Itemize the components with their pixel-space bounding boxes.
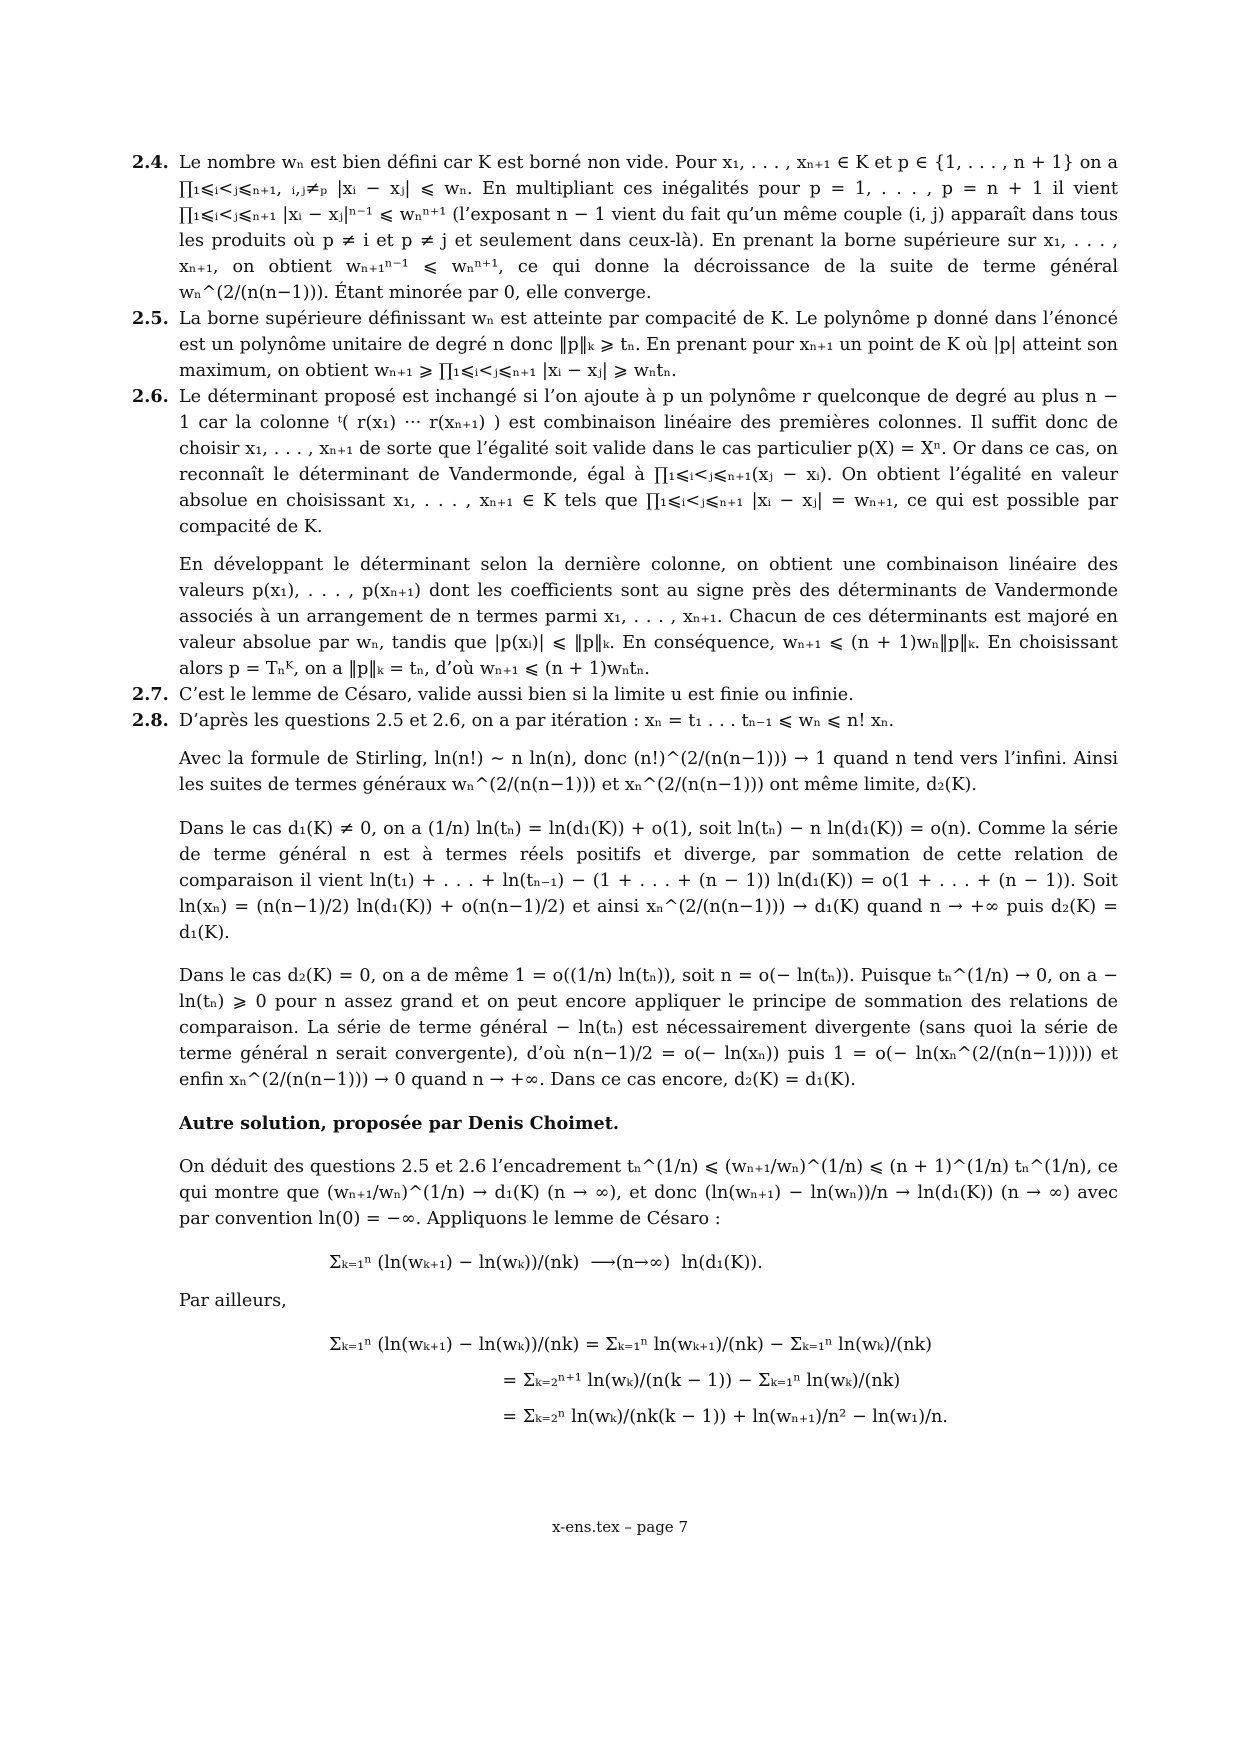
equation-block [132, 1332, 1118, 1430]
page-footer: x-ens.tex – page 7 [551, 1518, 688, 1536]
equation-cesaro [132, 1250, 1118, 1276]
paragraph: Dans le cas d₂(K) = 0, on a de même 1 = o((1/n) ln(tₙ)), soit n = o(− ln(tₙ)). Puisque tₙ^(1/n) → 0, on a − ln(tₙ) ⩾ 0 pour n assez grand et on peut encore appliquer le principe de sommation des relations de comparaison. La série de terme général − ln(tₙ) est nécessairement divergente (sans quoi la série de terme général n serait convergente), d’où n(n−1)/2 = o(− ln(xₙ)) puis 1 = o(− ln(xₙ^(2/(n(n−1))))) et enfin xₙ^(2/(n(n−1))) → 0 quand n → +∞. Dans ce cas encore, d₂(K) = d₁(K). [179, 966, 1118, 1091]
equation-line: = Σₖ₌₂ⁿ ln(wₖ)/(nk(k − 1)) + ln(wₙ₊₁)/n² − ln(w₁)/n. [329, 1406, 948, 1427]
equation-line: Σₖ₌₁ⁿ (ln(wₖ₊₁) − ln(wₖ))/(nk) ⟶(n→∞) ln(d₁(K)). [329, 1252, 763, 1273]
item-number: 2.8. [132, 710, 169, 731]
equation-line: Σₖ₌₁ⁿ (ln(wₖ₊₁) − ln(wₖ))/(nk) = Σₖ₌₁ⁿ ln(wₖ₊₁)/(nk) − Σₖ₌₁ⁿ ln(wₖ)/(nk) [329, 1334, 932, 1355]
item-number: 2.5. [132, 308, 169, 329]
paragraph: Dans le cas d₁(K) ≠ 0, on a (1/n) ln(tₙ) = ln(d₁(K)) + o(1), soit ln(tₙ) − n ln(d₁(K)) = o(n). Comme la série de terme général n est à termes réels positifs et diverge, par sommation de cette relation de comparaison il vient ln(t₁) + . . . + ln(tₙ₋₁) − (1 + . . . + (n − 1)) ln(d₁(K)) = o(1 + . . . + (n − 1)). Soit ln(xₙ) = (n(n−1)/2) ln(d₁(K)) + o(n(n−1)/2) et ainsi xₙ^(2/(n(n−1))) → d₁(K) quand n → +∞ puis d₂(K) = d₁(K). [179, 818, 1118, 943]
paragraph: C’est le lemme de Césaro, valide aussi bien si la limite u est finie ou infinie. [179, 685, 854, 705]
answer-2-5 [132, 306, 1118, 384]
paragraph: On déduit des questions 2.5 et 2.6 l’encadrement tₙ^(1/n) ⩽ (wₙ₊₁/wₙ)^(1/n) ⩽ (n + 1)^(1/n) tₙ^(1/n), ce qui montre que (wₙ₊₁/wₙ)^(1/n) → d₁(K) (n → ∞), et donc (ln(wₙ₊₁) − ln(wₙ))/n → ln(d₁(K)) (n → ∞) avec par convention ln(0) = −∞. Appliquons le lemme de Césaro : [179, 1157, 1118, 1230]
answer-2-6 [132, 384, 1118, 682]
paragraph: D’après les questions 2.5 et 2.6, on a par itération : xₙ = t₁ . . . tₙ₋₁ ⩽ wₙ ⩽ n! xₙ. [179, 711, 895, 731]
answer-2-4 [132, 150, 1118, 306]
paragraph: Par ailleurs, [179, 1290, 287, 1311]
paragraph: Le déterminant proposé est inchangé si l’on ajoute à p un polynôme r quelconque de degré au plus n − 1 car la colonne ᵗ( r(x₁) ··· r(xₙ₊₁) ) est combinaison linéaire des premières colonnes. Il suffit donc de choisir x₁, . . . , xₙ₊₁ de sorte que l’égalité soit valide dans le cas particulier p(X) = Xⁿ. Or dans ce cas, on reconnaît le déterminant de Vandermonde, égal à ∏₁⩽ᵢ<ⱼ⩽ₙ₊₁(xⱼ − xᵢ). On obtient l’égalité en valeur absolue en choisissant x₁, . . . , xₙ₊₁ ∈ K tels que ∏₁⩽ᵢ<ⱼ⩽ₙ₊₁ |xᵢ − xⱼ| = wₙ₊₁, ce qui est possible par compacité de K. [179, 387, 1118, 537]
answer-2-7 [132, 682, 1118, 708]
item-number: 2.4. [132, 152, 169, 173]
item-number: 2.7. [132, 684, 169, 705]
equation-line: = Σₖ₌₂ⁿ⁺¹ ln(wₖ)/(n(k − 1)) − Σₖ₌₁ⁿ ln(wₖ)/(nk) [329, 1370, 901, 1391]
paragraph: En développant le déterminant selon la dernière colonne, on obtient une combinaison linéaire des valeurs p(x₁), . . . , p(xₙ₊₁) dont les coefficients sont au signe près des déterminants de Vandermonde associés à un arrangement de n termes parmi x₁, . . . , xₙ₊₁. Chacun de ces déterminants est majoré en valeur absolue par wₙ, tandis que |p(xᵢ)| ⩽ ‖p‖ₖ. En conséquence, wₙ₊₁ ⩽ (n + 1)wₙ‖p‖ₖ. En choisissant alors p = Tₙᴷ, on a ‖p‖ₖ = tₙ, d’où wₙ₊₁ ⩽ (n + 1)wₙtₙ. [179, 555, 1118, 679]
alt-solution-heading: Autre solution, proposée par Denis Choimet. [179, 1112, 619, 1134]
item-number: 2.6. [132, 386, 169, 407]
page-body [132, 150, 1118, 1430]
paragraph: Avec la formule de Stirling, ln(n!) ∼ n ln(n), donc (n!)^(2/(n(n−1))) → 1 quand n tend vers l’infini. Ainsi les suites de termes généraux wₙ^(2/(n(n−1))) et xₙ^(2/(n(n−1))) ont même limite, d₂(K). [179, 749, 1118, 795]
paragraph: La borne supérieure définissant wₙ est atteinte par compacité de K. Le polynôme p donné dans l’énoncé est un polynôme unitaire de degré n donc ‖p‖ₖ ⩾ tₙ. En prenant pour xₙ₊₁ un point de K où |p| atteint son maximum, on obtient wₙ₊₁ ⩾ ∏₁⩽ᵢ<ⱼ⩽ₙ₊₁ |xᵢ − xⱼ| ⩾ wₙtₙ. [179, 309, 1118, 381]
paragraph: Le nombre wₙ est bien défini car K est borné non vide. Pour x₁, . . . , xₙ₊₁ ∈ K et p ∈ {1, . . . , n + 1} on a ∏₁⩽ᵢ<ⱼ⩽ₙ₊₁, ᵢ,ⱼ≠ₚ |xᵢ − xⱼ| ⩽ wₙ. En multipliant ces inégalités pour p = 1, . . . , p = n + 1 il vient ∏₁⩽ᵢ<ⱼ⩽ₙ₊₁ |xᵢ − xⱼ|ⁿ⁻¹ ⩽ wₙⁿ⁺¹ (l’exposant n − 1 vient du fait qu’un même couple (i, j) apparaît dans tous les produits où p ≠ i et p ≠ j et seulement dans ceux-là). En prenant la borne supérieure sur x₁, . . . , xₙ₊₁, on obtient wₙ₊₁ⁿ⁻¹ ⩽ wₙⁿ⁺¹, ce qui donne la décroissance de la suite de terme général wₙ^(2/(n(n−1))). Étant minorée par 0, elle converge. [179, 153, 1118, 303]
answer-2-8 [132, 708, 1118, 734]
